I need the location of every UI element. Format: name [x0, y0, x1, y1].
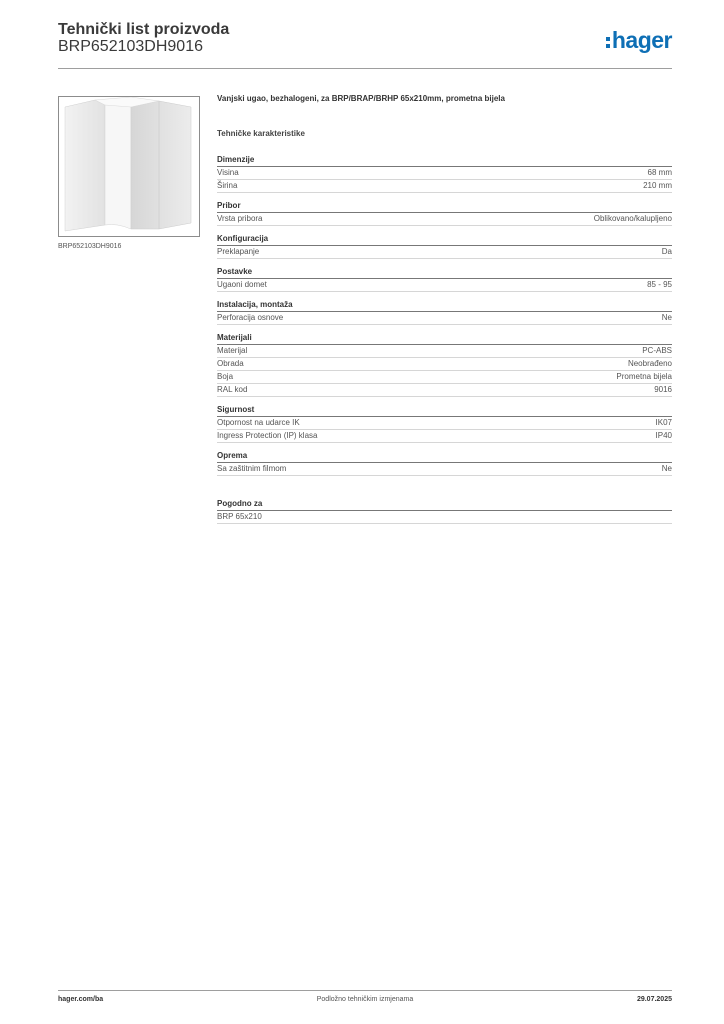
- image-caption: BRP652103DH9016: [58, 243, 122, 250]
- spec-value: 9016: [654, 385, 672, 394]
- group-title: Pogodno za: [217, 498, 672, 511]
- spec-row: [217, 358, 672, 371]
- product-image: [58, 96, 200, 237]
- spec-label: Materijal: [217, 346, 248, 355]
- footer-date: 29.07.2025: [636, 996, 672, 1003]
- group-title: Oprema: [217, 450, 672, 463]
- group-title: Materijali: [217, 332, 672, 345]
- spec-row: [217, 417, 672, 430]
- spec-value: 68 mm: [647, 168, 672, 177]
- group-title: Pribor: [217, 200, 672, 213]
- spec-group-materijali: [217, 332, 672, 397]
- spec-value: 85 - 95: [647, 280, 672, 289]
- spec-row: [217, 213, 672, 226]
- spec-group-sigurnost: [217, 404, 672, 443]
- compatible-item-label: BRP 65x210: [217, 512, 262, 521]
- spec-label: Sa zaštitnim filmom: [217, 464, 287, 473]
- spec-row: [217, 180, 672, 193]
- spec-row: [217, 312, 672, 325]
- spec-value: IK07: [655, 418, 672, 427]
- spec-content: [217, 94, 672, 531]
- spec-label: Ingress Protection (IP) klasa: [217, 431, 318, 440]
- spec-value: Oblikovano/kalupljeno: [593, 214, 672, 223]
- logo-text: hager: [611, 27, 672, 53]
- spec-value: Ne: [661, 464, 672, 473]
- spec-label: Obrada: [217, 359, 244, 368]
- spec-row: [217, 430, 672, 443]
- group-title: Postavke: [217, 266, 672, 279]
- logo-dots-icon: [606, 37, 610, 48]
- spec-row: [217, 167, 672, 180]
- spec-group-instalacija: [217, 299, 672, 325]
- spec-group-pribor: [217, 200, 672, 226]
- spec-value: 210 mm: [643, 181, 672, 190]
- footer-divider: [58, 990, 672, 991]
- spec-label: Visina: [217, 168, 239, 177]
- spec-row: [217, 345, 672, 358]
- spec-label: Širina: [217, 181, 238, 190]
- product-description: Vanjski ugao, bezhalogeni, za BRP/BRAP/BRHP 65x210mm, prometna bijela: [217, 94, 505, 103]
- page-header: [58, 21, 672, 69]
- header-divider: [58, 68, 672, 69]
- spec-label: Perforacija osnove: [217, 313, 284, 322]
- spec-label: Vrsta pribora: [217, 214, 263, 223]
- spec-row: [217, 463, 672, 476]
- spec-value: Neobrađeno: [627, 359, 672, 368]
- spec-label: Ugaoni domet: [217, 280, 267, 289]
- section-title: Tehničke karakteristike: [217, 129, 305, 138]
- group-title: Konfiguracija: [217, 233, 672, 246]
- spec-row: [217, 384, 672, 397]
- spec-row: [217, 246, 672, 259]
- compatible-item: [217, 511, 672, 524]
- spec-group-konfiguracija: [217, 233, 672, 259]
- corner-piece-illustration: [59, 97, 199, 236]
- product-reference: BRP652103DH9016: [58, 38, 203, 55]
- spec-group-oprema: [217, 450, 672, 476]
- hager-logo[interactable]: [606, 27, 672, 53]
- spec-value: Da: [661, 247, 672, 256]
- spec-label: Boja: [217, 372, 234, 381]
- spec-label: Otpornost na udarce IK: [217, 418, 300, 427]
- spec-label: RAL kod: [217, 385, 248, 394]
- page-title: Tehnički list proizvoda: [58, 21, 230, 38]
- spec-value: PC-ABS: [642, 346, 672, 355]
- spec-label: Preklapanje: [217, 247, 260, 256]
- group-title: Sigurnost: [217, 404, 672, 417]
- spec-group-dimenzije: [217, 154, 672, 193]
- group-title: Instalacija, montaža: [217, 299, 672, 312]
- spec-row: [217, 371, 672, 384]
- spec-group-postavke: [217, 266, 672, 292]
- spec-row: [217, 279, 672, 292]
- group-title: Dimenzije: [217, 154, 672, 167]
- spec-value: Ne: [661, 313, 672, 322]
- spec-value: Prometna bijela: [616, 372, 672, 381]
- compatibility-group: [217, 498, 672, 524]
- spec-value: IP40: [655, 431, 672, 440]
- footer-website-link[interactable]: hager.com/ba: [58, 996, 104, 1003]
- footer-note: Podložno tehničkim izmjenama: [316, 996, 414, 1003]
